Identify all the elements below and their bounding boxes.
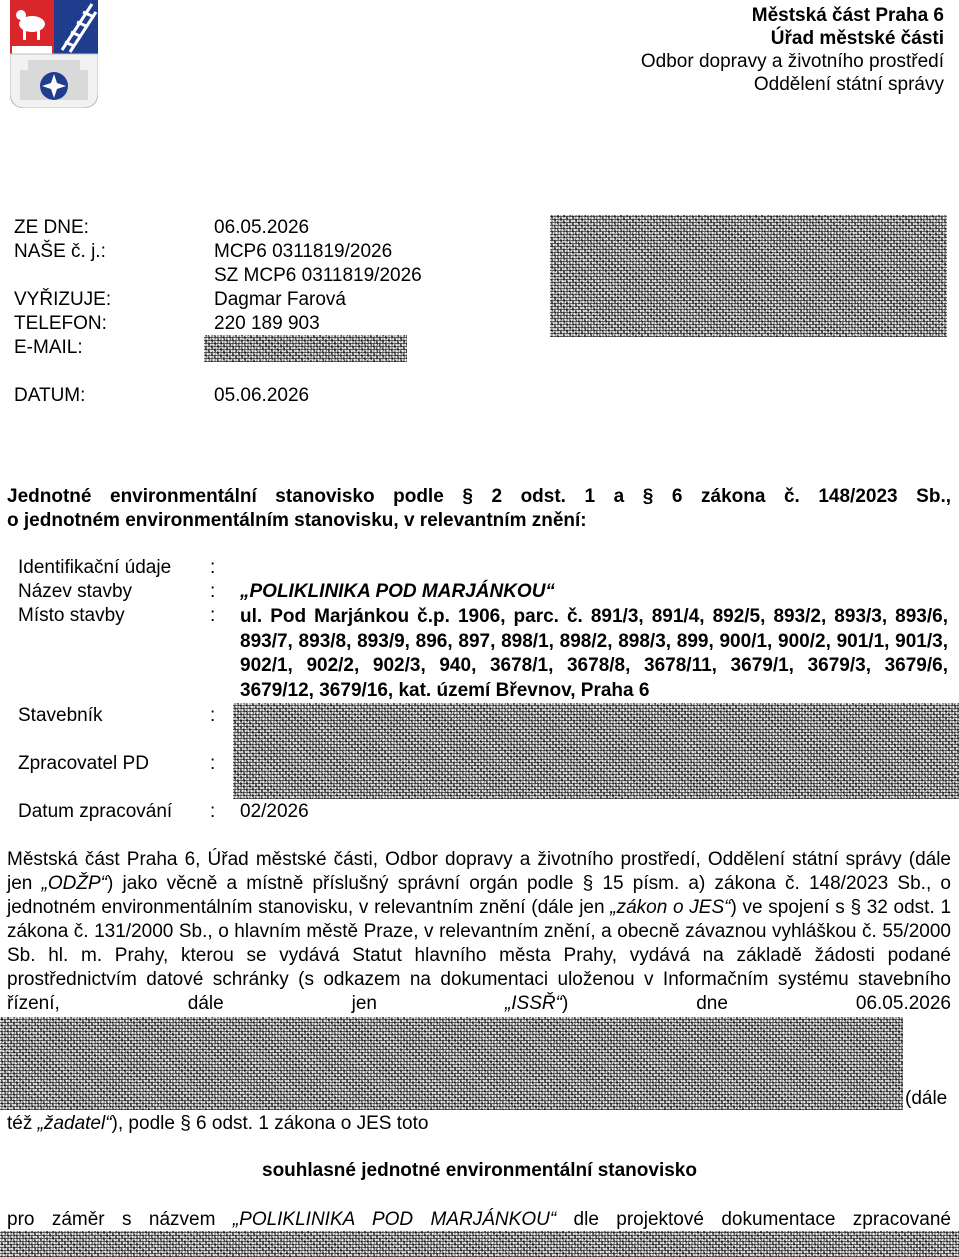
decision-heading: souhlasné jednotné environmentální stanovisko xyxy=(262,1160,697,1181)
redacted-applicant xyxy=(0,1017,903,1110)
tail-text-2: ), podle § 6 odst. 1 zákona o JES toto xyxy=(111,1113,429,1134)
identifikace-label: Identifikační údaje xyxy=(18,557,172,578)
body-abbrev-issr: „ISSŘ“ xyxy=(504,993,562,1014)
nase-sz-value: SZ MCP6 0311819/2026 xyxy=(214,265,422,286)
telefon-value: 220 189 903 xyxy=(214,313,320,334)
stavebnik-label: Stavebník xyxy=(18,705,103,726)
body-abbrev-odzp: „ODŽP“ xyxy=(41,873,107,894)
header-division: Oddělení státní správy xyxy=(753,74,944,95)
nazev-stavby-label: Název stavby xyxy=(18,581,133,602)
office-header xyxy=(641,4,944,96)
body-text-1: Městská část Praha 6, Úřad městské části, Odbor dopravy a životního prostředí, Oddělení státní správy (dále jen xyxy=(7,849,951,894)
body-paragraph xyxy=(7,848,951,1016)
body-text-3: ) ve spojení s § 32 odst. 1 zákona č. 131/2000 Sb., o hlavním městě Praze, v relevantním znění, a obecně závaznou vyhláškou č. 55/2000 Sb. hl. m. Prahy, kterou se vydává Statut hlavního města Prahy, vydává na základě žádosti podané prostřednictvím datové schránky (s odkazem na dokumentaci uloženou v Informačním systému stavebního řízení, dále jen xyxy=(7,897,952,1014)
zpracovatel-label: Zpracovatel PD xyxy=(18,753,149,774)
redacted-builder-and-designer xyxy=(233,703,959,799)
document-title xyxy=(7,485,951,533)
closing-line xyxy=(7,1208,951,1232)
colon: : xyxy=(210,705,216,726)
datum-zpracovani-label: Datum zpracování xyxy=(18,801,173,822)
nase-cj-value: MCP6 0311819/2026 xyxy=(214,241,393,262)
body-text-2: ) jako věcně a místně příslušný správní orgán podle § 15 písm. a) zákona č. 148/2023 Sb., o jednotném environmentálním stanovisku, v relevantním znění (dále jen xyxy=(7,873,951,918)
closing-text-2: dle projektové dokumentace zpracované xyxy=(556,1209,951,1230)
header-office: Úřad městské části xyxy=(770,28,944,49)
datum-zpracovani-value: 02/2026 xyxy=(240,801,309,822)
header-municipality: Městská část Praha 6 xyxy=(751,5,944,26)
colon: : xyxy=(210,557,216,578)
title-line-1: Jednotné environmentální stanovisko podle § 2 odst. 1 a § 6 zákona č. 148/2023 Sb., xyxy=(7,486,951,507)
email-label: E-MAIL: xyxy=(14,337,83,358)
tail-abbrev-zadatel: „žadatel“ xyxy=(37,1113,112,1134)
applicant-tail xyxy=(7,1112,951,1136)
ze-dne-value: 06.05.2026 xyxy=(214,217,310,238)
reference-block xyxy=(14,216,422,408)
colon: : xyxy=(210,801,216,822)
closing-text-1: pro záměr s názvem xyxy=(7,1209,233,1230)
redacted-email xyxy=(204,335,407,362)
dale-text: (dále xyxy=(905,1088,948,1109)
body-abbrev-zakon: „zákon o JES“ xyxy=(610,897,731,918)
colon: : xyxy=(210,605,216,626)
redacted-recipient-address xyxy=(550,215,947,337)
colon: : xyxy=(210,581,216,602)
redacted-bottom xyxy=(0,1231,959,1257)
tail-text-1: též xyxy=(7,1113,38,1134)
closing-project-name: „POLIKLINIKA POD MARJÁNKOU“ xyxy=(232,1209,557,1230)
coat-of-arms-logo xyxy=(10,0,98,108)
misto-stavby-label: Místo stavby xyxy=(18,605,125,626)
ze-dne-label: ZE DNE: xyxy=(14,217,89,238)
nazev-stavby-value: „POLIKLINIKA POD MARJÁNKOU“ xyxy=(240,581,555,602)
body-text-4: ) dne 06.05.2026 xyxy=(561,993,951,1014)
header-department: Odbor dopravy a životního prostředí xyxy=(640,51,944,72)
misto-stavby-value: ul. Pod Marjánkou č.p. 1906, parc. č. 891/3, 891/4, 892/5, 893/2, 893/3, 893/6, 893/7, 893/8, 893/9, 896, 897, 898/1, 898/2, 898/3, 899, 900/1, 900/2, 901/1, 901/3, 902/1, 902/2, 902/3, 940, 3678/1, 3678/8, 3678/11, 3679/1, 3679/3, 3679/6, 3679/12, 3679/16, kat. území Břevnov, Praha 6 xyxy=(240,606,948,701)
datum-value: 05.06.2026 xyxy=(214,385,310,406)
vyrizuje-value: Dagmar Farová xyxy=(214,289,346,310)
datum-label: DATUM: xyxy=(14,385,86,406)
title-line-2: o jednotném environmentálním stanovisku, v relevantním znění: xyxy=(7,510,587,531)
vyrizuje-label: VYŘIZUJE: xyxy=(14,289,112,310)
telefon-label: TELEFON: xyxy=(14,313,107,334)
colon: : xyxy=(210,753,216,774)
nase-cj-label: NAŠE č. j.: xyxy=(14,241,106,262)
